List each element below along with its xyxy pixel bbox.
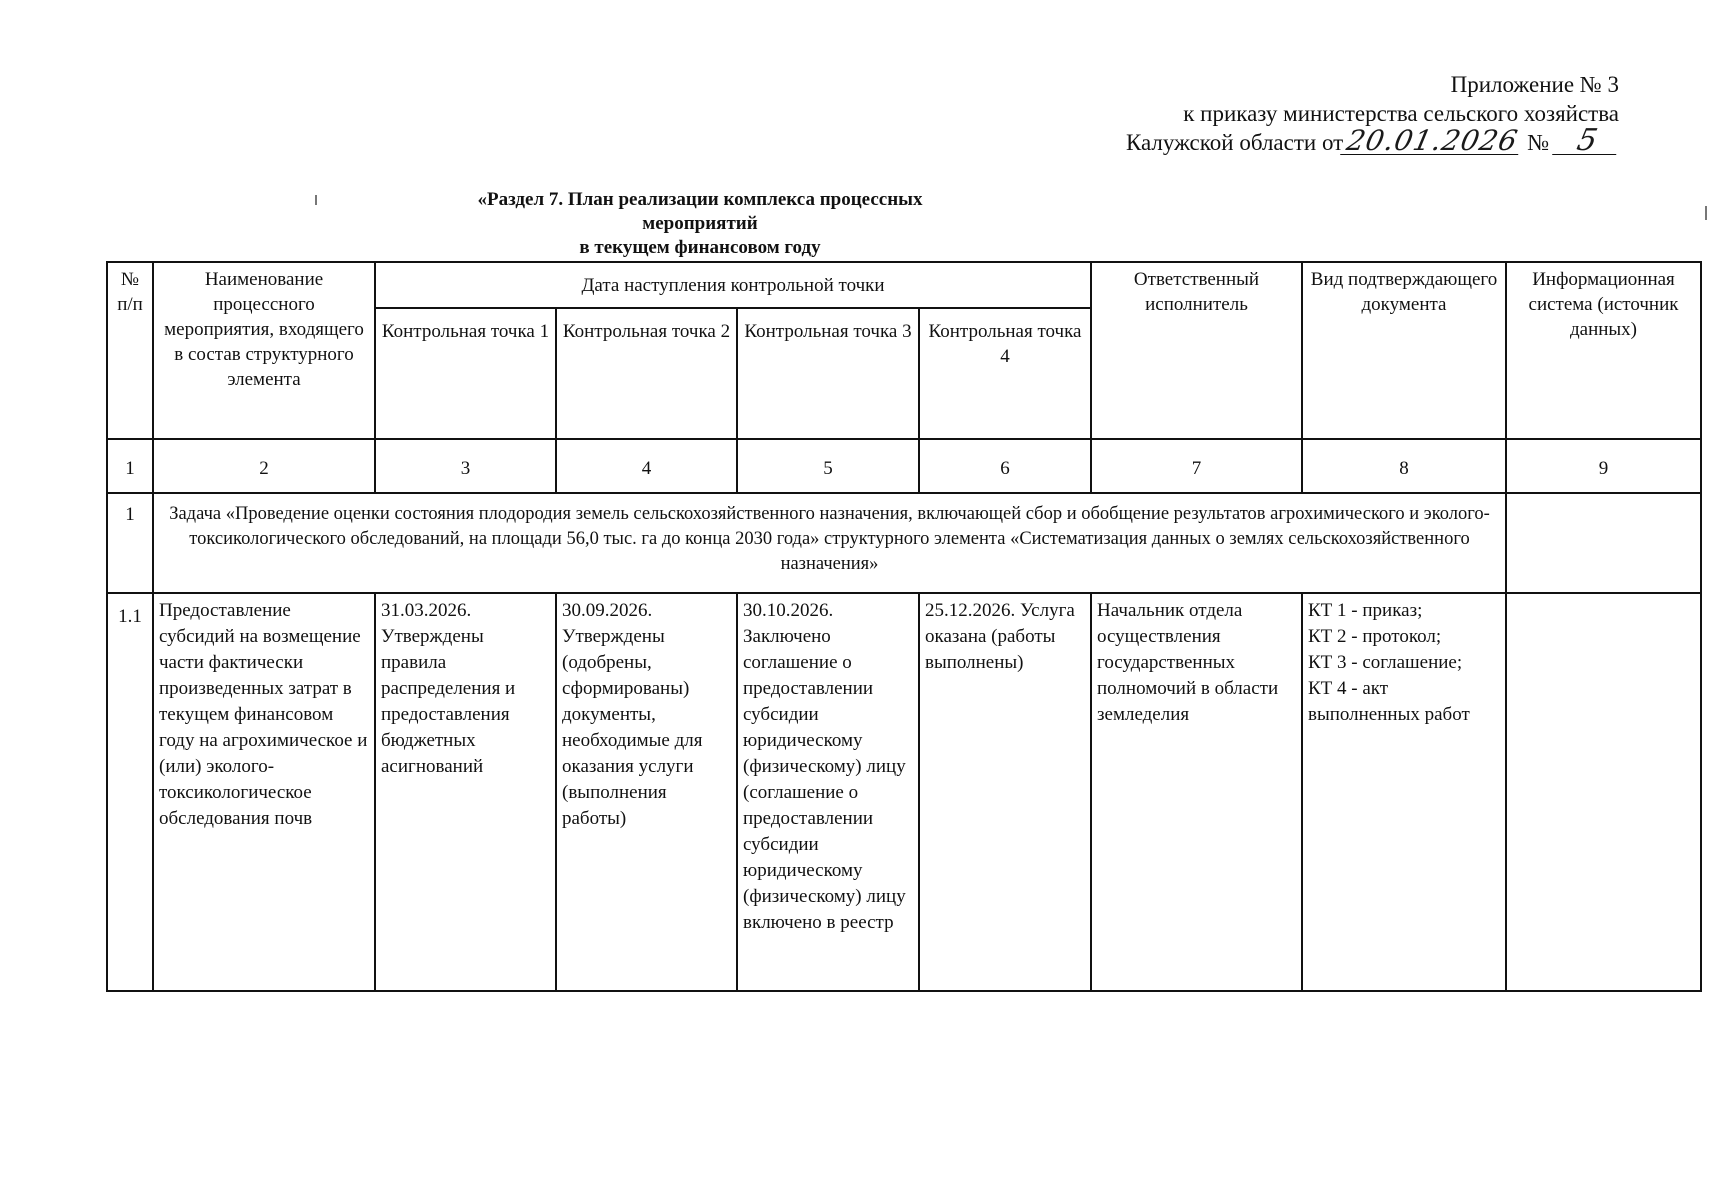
column-index: 3 [375, 439, 556, 493]
document-type-kt2: КТ 2 - протокол; [1308, 626, 1442, 647]
header-row [107, 262, 1701, 308]
header-checkpoint-4: Контрольная точка 4 [919, 308, 1091, 439]
checkpoint-2-value: 30.09.2026. Утверждены (одобрены, сформированы) документы, необходимые для оказания услуги (выполнения работы) [556, 593, 737, 991]
document-type-kt1: КТ 1 - приказ; [1308, 600, 1423, 621]
checkpoint-3-value: 30.10.2026. Заключено соглашение о предоставлении субсидии юридическому (физическому) лицу (соглашение о предоставлении субсидии юридическому (физическому) лицу включено в реестр [737, 593, 919, 991]
section-title [420, 188, 980, 260]
scan-mark [315, 195, 317, 205]
header-checkpoint-2: Контрольная точка 2 [556, 308, 737, 439]
document-type-kt3: КТ 3 - соглашение; [1308, 652, 1463, 673]
order-reference: к приказу министерства сельского хозяйства [1183, 101, 1619, 126]
appendix-number: Приложение № 3 [1450, 72, 1619, 97]
responsible-executor: Начальник отдела осуществления государственных полномочий в области земледелия [1091, 593, 1302, 991]
activity-number: 1.1 [107, 593, 153, 991]
header-activity-name: Наименование процессного мероприятия, входящего в состав структурного элемента [153, 262, 375, 439]
header-checkpoint-date: Дата наступления контрольной точки [375, 262, 1091, 308]
scan-mark [1705, 206, 1707, 220]
header-checkpoint-1: Контрольная точка 1 [375, 308, 556, 439]
column-index: 7 [1091, 439, 1302, 493]
number-label: № [1527, 130, 1550, 155]
region-label: Калужской области от [1125, 130, 1344, 155]
header-document-type: Вид подтверждающего документа [1302, 262, 1506, 439]
document-types [1302, 593, 1506, 991]
header-responsible: Ответственный исполнитель [1091, 262, 1302, 439]
task-info-system [1506, 493, 1701, 593]
section-title-line2: в текущем финансовом году [579, 237, 821, 258]
task-description: Задача «Проведение оценки состояния плодородия земель сельскохозяйственного назначения, включающей сбор и обобщение результатов агрохимического и эколого-токсикологического обследований, на площади 56,0 тыс. га до конца 2030 года» структурного элемента «Систематизация данных о землях сельскохозяйственного назначения» [153, 493, 1506, 593]
info-system-value [1506, 593, 1701, 991]
handwritten-number: 5 [1552, 128, 1622, 155]
column-index-row [107, 439, 1701, 493]
section-title-line1: «Раздел 7. План реализации комплекса процессных мероприятий [477, 189, 923, 234]
order-date-line [1125, 123, 1619, 158]
column-index: 4 [556, 439, 737, 493]
column-index: 1 [107, 439, 153, 493]
header-number: № п/п [107, 262, 153, 439]
activity-row [107, 593, 1701, 991]
checkpoint-1-value: 31.03.2026. Утверждены правила распределения и предоставления бюджетных асигнований [375, 593, 556, 991]
document-header [1126, 70, 1619, 157]
column-index: 2 [153, 439, 375, 493]
column-index: 9 [1506, 439, 1701, 493]
task-number: 1 [107, 493, 153, 593]
header-checkpoint-3: Контрольная точка 3 [737, 308, 919, 439]
handwritten-date: 20.01.2026 [1340, 128, 1524, 155]
document-type-kt4: КТ 4 - акт выполненных работ [1308, 678, 1470, 725]
checkpoint-4-value: 25.12.2026. Услуга оказана (работы выполнены) [919, 593, 1091, 991]
header-info-system: Информационная система (источник данных) [1506, 262, 1701, 439]
column-index: 6 [919, 439, 1091, 493]
column-index: 5 [737, 439, 919, 493]
task-row [107, 493, 1701, 593]
activity-name: Предоставление субсидий на возмещение части фактически произведенных затрат в текущем финансовом году на агрохимическое и (или) эколого-токсикологическое обследования почв [153, 593, 375, 991]
implementation-plan-table [106, 261, 1702, 992]
column-index: 8 [1302, 439, 1506, 493]
